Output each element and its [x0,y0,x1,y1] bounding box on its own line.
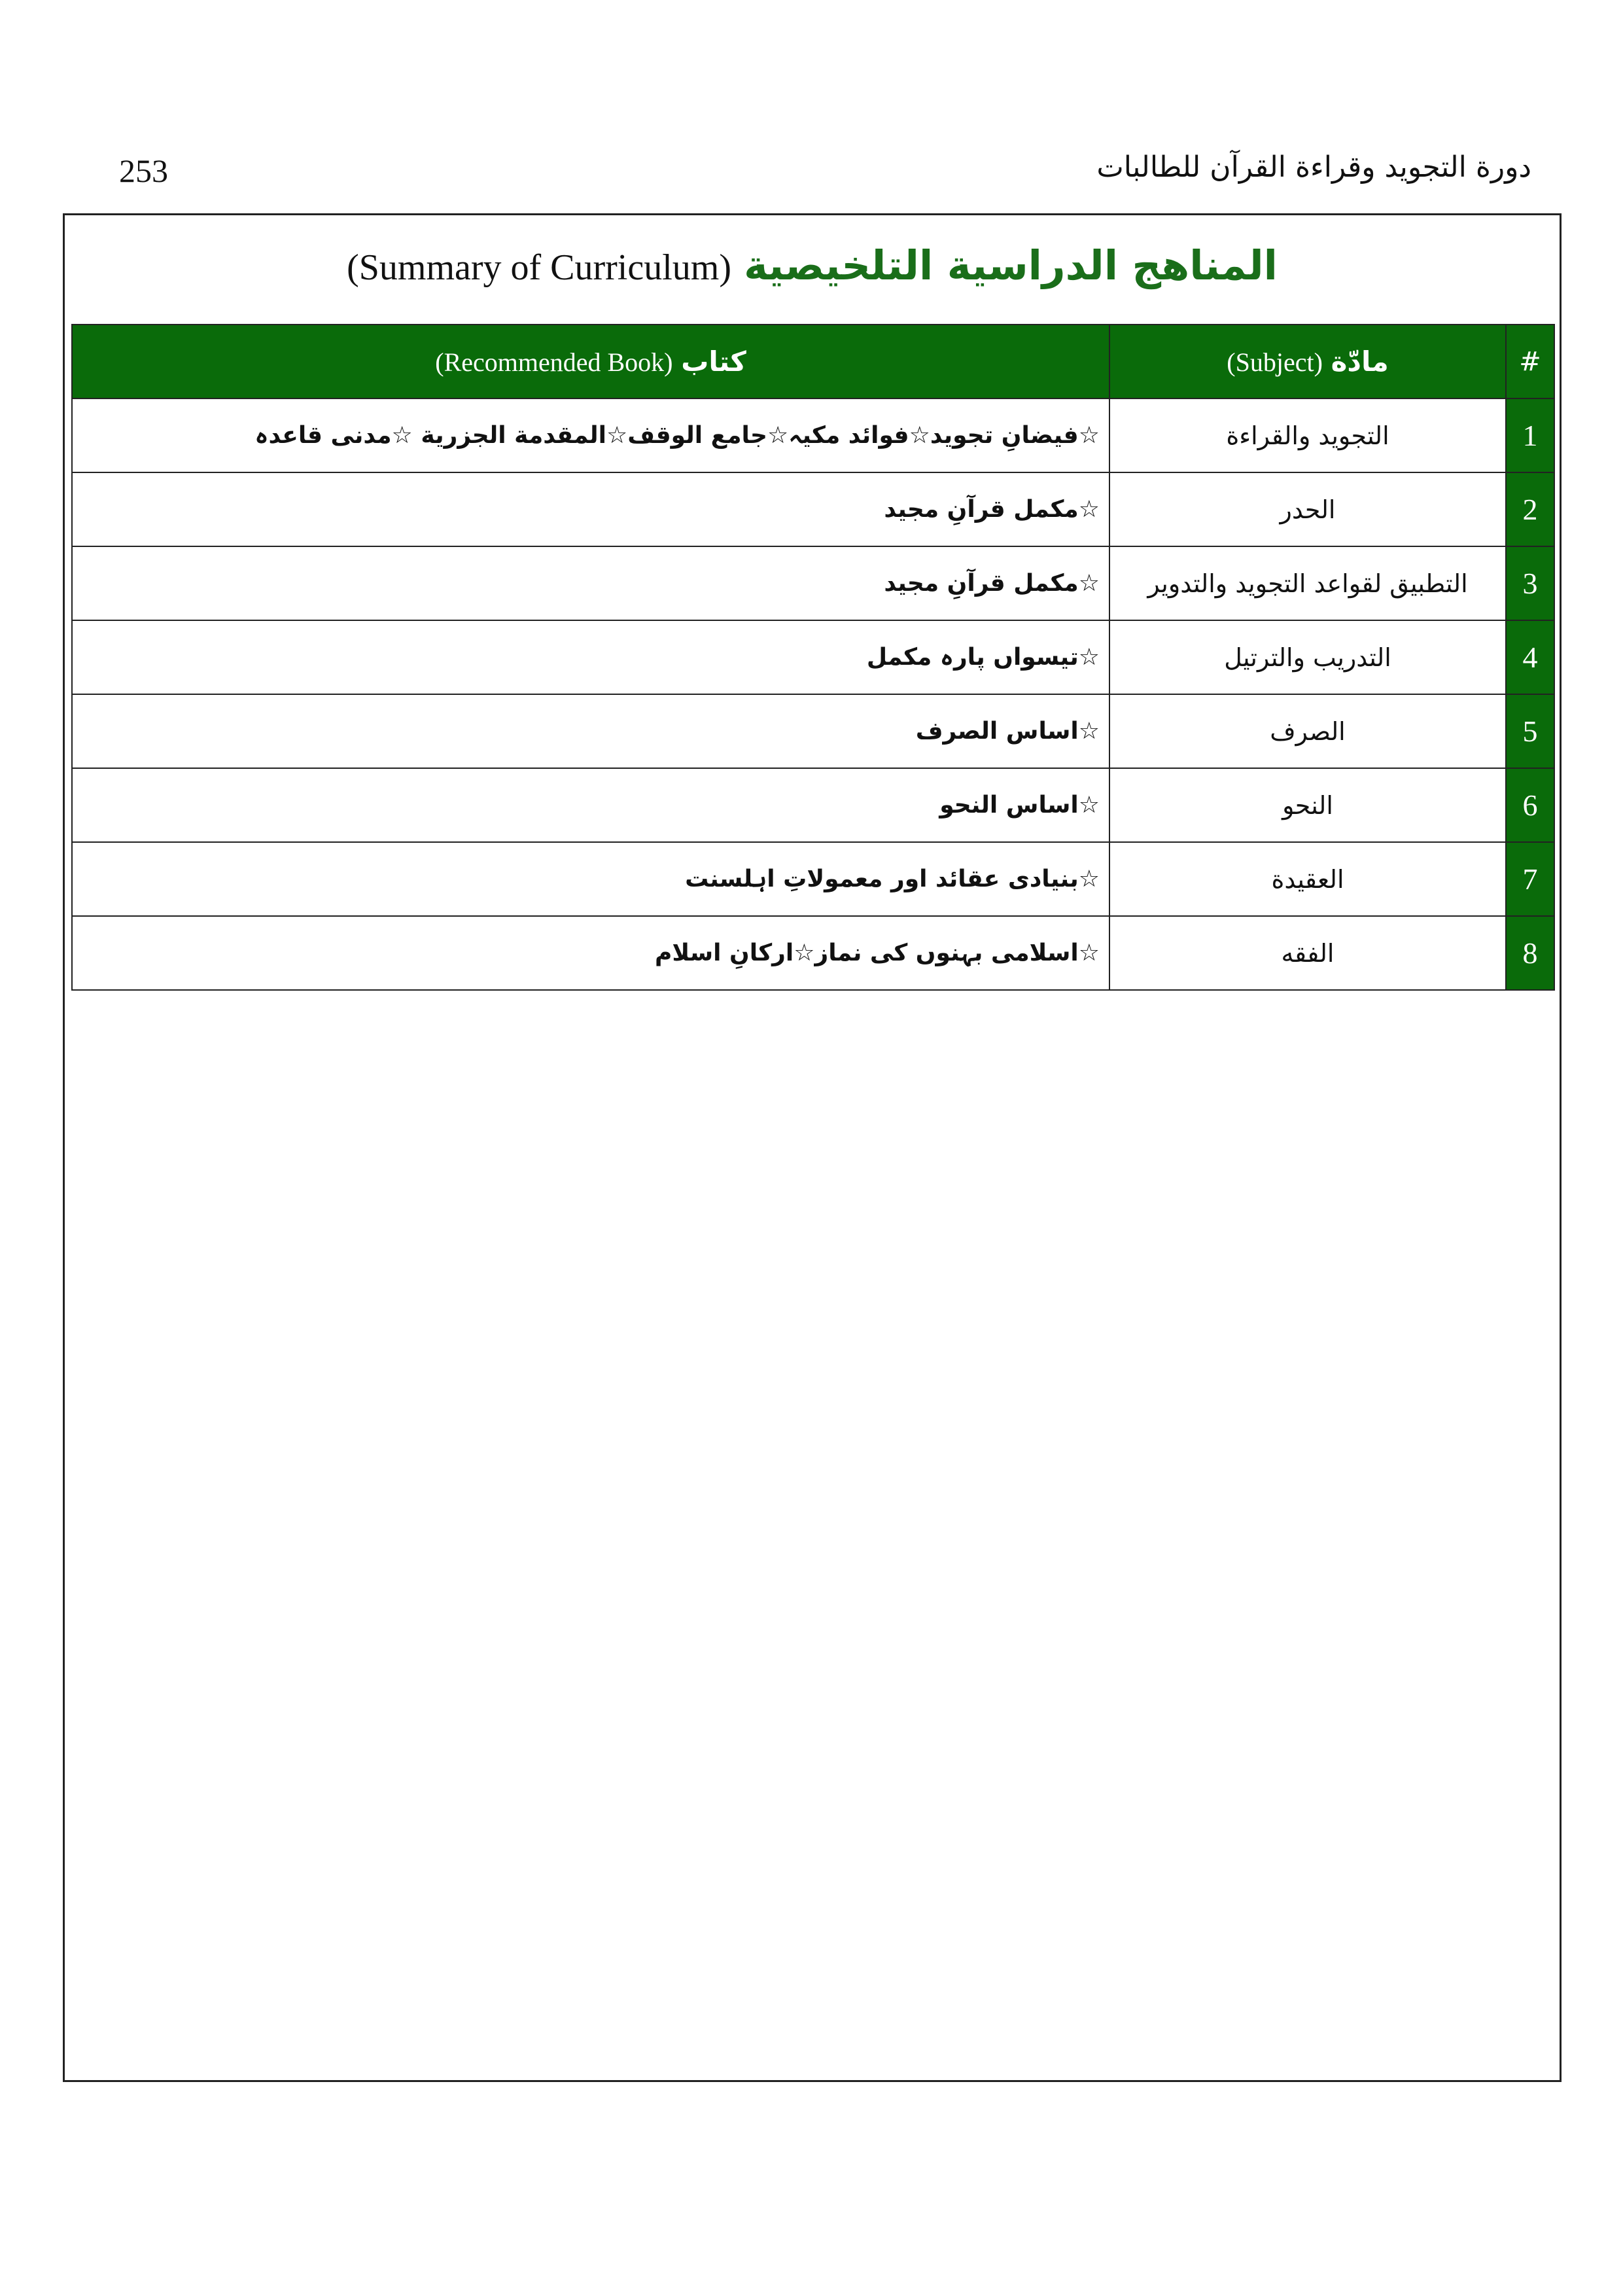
row-number: 3 [1506,546,1554,620]
table-row [72,694,1554,768]
table-row [72,472,1554,546]
row-subject: العقيدة [1109,842,1506,916]
row-book: ☆بنیادی عقائد اور معمولاتِ اہلسنت [72,842,1109,916]
table-row [72,398,1554,472]
row-number: 2 [1506,472,1554,546]
title-arabic: المناهج الدراسية التلخيصية [744,241,1278,289]
row-subject: النحو [1109,768,1506,842]
header-subject [1109,325,1506,398]
row-number: 7 [1506,842,1554,916]
header-subject-ar: مادّة [1331,345,1389,378]
row-book: ☆مکمل قرآنِ مجید [72,472,1109,546]
header-book [72,325,1109,398]
table-header-row [72,325,1554,398]
row-subject: التجويد والقراءة [1109,398,1506,472]
table-row [72,768,1554,842]
header-subject-en: (Subject) [1227,347,1323,377]
table-row [72,842,1554,916]
row-subject: التدريب والترتيل [1109,620,1506,694]
row-book: ☆فیضانِ تجوید☆فوائد مکیہ☆جامع الوقف☆المقدمة الجزرية ☆مدنی قاعدہ [72,398,1109,472]
curriculum-table [71,324,1555,991]
row-number: 1 [1506,398,1554,472]
row-book: ☆اساس الصرف [72,694,1109,768]
table-row [72,546,1554,620]
row-number: 4 [1506,620,1554,694]
header-book-ar: كتاب [681,345,746,378]
page-number: 253 [119,152,168,189]
row-book: ☆مکمل قرآنِ مجید [72,546,1109,620]
page-title [65,241,1560,290]
row-number: 8 [1506,916,1554,990]
row-subject: التطبيق لقواعد التجويد والتدوير [1109,546,1506,620]
header-book-en: (Recommended Book) [435,347,673,377]
row-book: ☆تیسواں پارہ مکمل [72,620,1109,694]
row-number: 6 [1506,768,1554,842]
row-number: 5 [1506,694,1554,768]
row-subject: الفقه [1109,916,1506,990]
running-header: دورة التجويد وقراءة القرآن للطالبات [1096,150,1531,184]
row-book: ☆اسلامی بہنوں کی نماز☆ارکانِ اسلام [72,916,1109,990]
table-row [72,620,1554,694]
row-subject: الحدر [1109,472,1506,546]
header-num: # [1506,325,1554,398]
table-row [72,916,1554,990]
row-subject: الصرف [1109,694,1506,768]
content-frame [63,213,1562,2082]
row-book: ☆اساس النحو [72,768,1109,842]
title-english: (Summary of Curriculum) [347,247,731,288]
